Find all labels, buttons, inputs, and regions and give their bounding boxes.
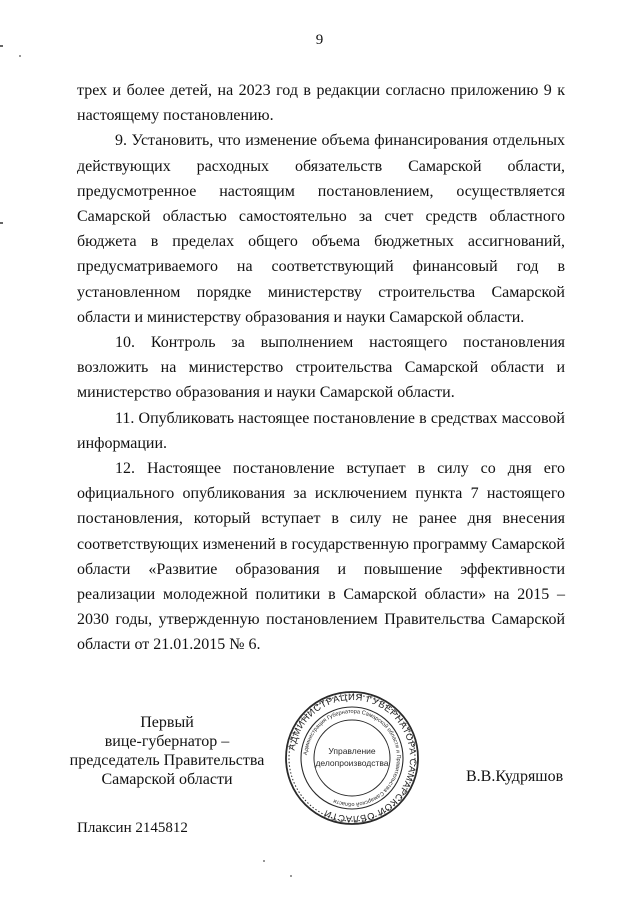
position-line: вице-губернатор – bbox=[104, 733, 230, 750]
paragraph-item-9: 9. Установить, что изменение объема финансирования отдельных действующих расходных обязательств Самарской области, предусмотренное настоящим постановлением, осуществляется Самарской областью самостоятельно за счет средств областного бюджета в пределах общего объема бюджетных ассигнований, предусматриваемого на соответствующий финансовый год в установленном порядке министерству строительства Самарской области и министерству образования и науки Самарской области. bbox=[77, 132, 565, 326]
position-line: Первый bbox=[140, 714, 194, 731]
paragraph-continuation: трех и более детей, на 2023 год в редакции согласно приложению 9 к настоящему постановлению. bbox=[77, 82, 565, 125]
margin-mark bbox=[0, 222, 3, 224]
seal-inner-text: Администрация Губернатора Самарской области и Правительства Самарской области bbox=[303, 708, 402, 808]
official-seal-stamp bbox=[284, 688, 420, 828]
document-body bbox=[77, 78, 565, 658]
seal-center-line-1: Управление bbox=[328, 746, 376, 756]
scan-speck bbox=[290, 875, 292, 877]
scan-speck bbox=[263, 860, 265, 862]
seal-outer-text: АДМИНИСТРАЦИЯ ГУБЕРНАТОРА САМАРСКОЙ ОБЛАСТИ bbox=[286, 691, 419, 825]
paragraph-item-10: 10. Контроль за выполнением настоящего постановления возложить на министерство строительства Самарской области и министерство образования и науки Самарской области. bbox=[77, 334, 565, 402]
position-line: Самарской области bbox=[101, 771, 233, 788]
paragraph-item-12: 12. Настоящее постановление вступает в силу со дня его официального опубликования за исключением пункта 7 настоящего постановления, который вступает в силу не ранее дня внесения соответствующих изменений в государственную программу Самарской области «Развитие образования и повышение эффективности реализации молодежной политики в Самарской области» на 2015 – 2030 годы, утвержденную постановлением Правительства Самарской области от 21.01.2015 № 6. bbox=[77, 460, 565, 654]
scan-speck bbox=[19, 55, 21, 57]
margin-mark bbox=[0, 45, 3, 47]
position-line: председатель Правительства bbox=[69, 752, 265, 769]
paragraph-item-11: 11. Опубликовать настоящее постановление в средствах массовой информации. bbox=[77, 409, 565, 452]
page-number: 9 bbox=[315, 32, 324, 48]
signatory-position bbox=[62, 713, 272, 789]
seal-center-line-2: делопроизводства bbox=[315, 758, 389, 768]
signatory-name: В.В.Кудряшов bbox=[466, 768, 564, 785]
executor-contact: Плаксин 2145812 bbox=[77, 820, 188, 836]
